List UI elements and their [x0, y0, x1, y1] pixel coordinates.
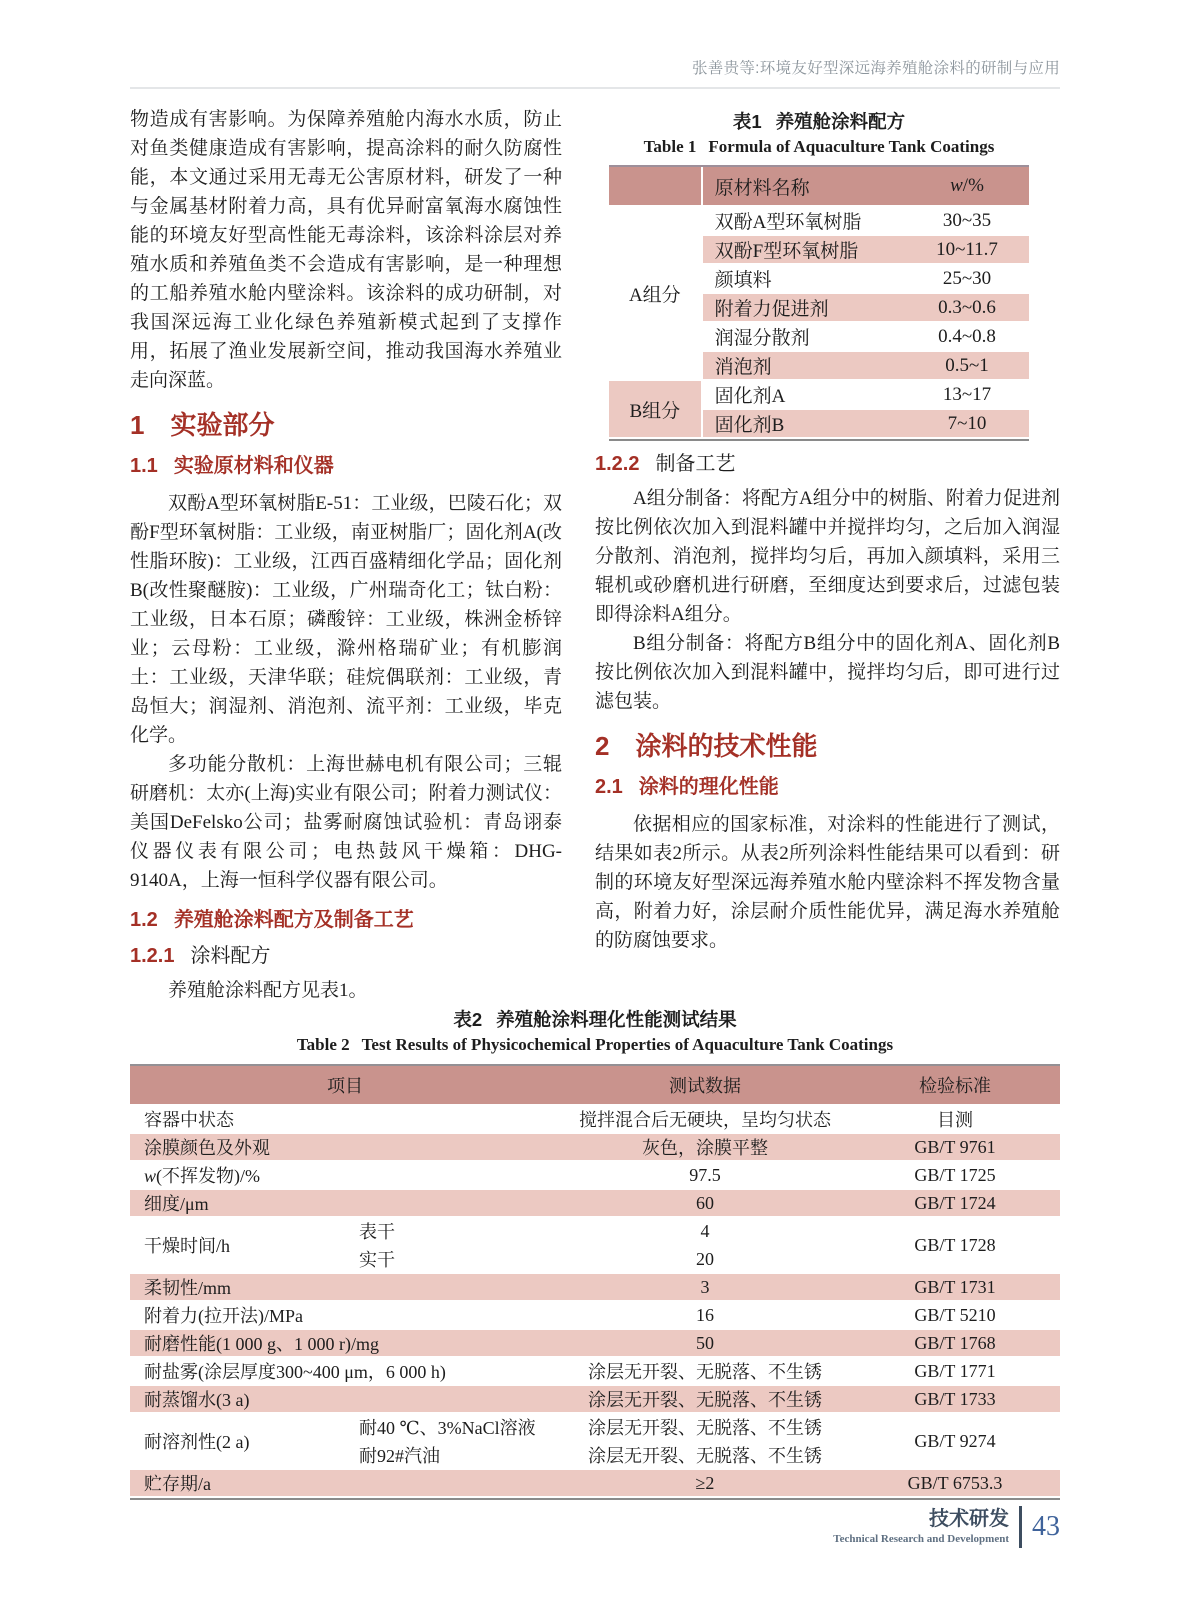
cell-item [130, 1161, 560, 1189]
cell-standard: GB/T 6753.3 [850, 1469, 1060, 1497]
instruments-paragraph: 多功能分散机：上海世赫电机有限公司；三辊研磨机：太亦(上海)实业有限公司；附着力测试仪：美国DeFelsko公司；盐雾耐腐蚀试验机：青岛诩泰仪器仪表有限公司；电热鼓风干燥箱：DHG-9140A，上海一恒科学仪器有限公司。 [130, 754, 562, 891]
value-unit: /% [962, 175, 984, 196]
cell-standard: GB/T 1731 [850, 1273, 1060, 1301]
cell-subitem: 表干 [345, 1217, 560, 1245]
cell-data: 搅拌混合后无硬块，呈均匀状态 [560, 1105, 850, 1133]
table-row [130, 1329, 1060, 1357]
cell-item: 干燥时间/h [130, 1217, 345, 1273]
cell-standard: GB/T 1771 [850, 1357, 1060, 1385]
cell-standard: GB/T 9274 [850, 1413, 1060, 1469]
cell-data: 16 [560, 1301, 850, 1329]
cell-data: 涂层无开裂、无脱落、不生锈 [560, 1413, 850, 1441]
cell-standard: GB/T 1768 [850, 1329, 1060, 1357]
table-row [130, 1357, 1060, 1385]
table-caption-text: 养殖舱涂料理化性能测试结果 [496, 1009, 737, 1030]
table-row [130, 1189, 1060, 1217]
section-title: 涂料的理化性能 [638, 776, 779, 798]
left-column [130, 105, 562, 1005]
cell-data: 60 [560, 1189, 850, 1217]
cell-standard: GB/T 5210 [850, 1301, 1060, 1329]
cell-standard: GB/T 9761 [850, 1133, 1060, 1161]
cell-name: 附着力促进剂 [702, 293, 905, 322]
cell-data: 50 [560, 1329, 850, 1357]
materials-paragraph: 双酚A型环氧树脂E-51：工业级，巴陵石化；双酚F型环氧树脂：工业级，南亚树脂厂；固化剂A(改性脂环胺)：工业级，江西百盛精细化学品；固化剂B(改性聚醚胺)：工业级，广州瑞奇化工；钛白粉：工业级，日本石原；磷酸锌：工业级，株洲金桥锌业；云母粉：工业级，滁州格瑞矿业；有机膨润土：工业级，天津华联；硅烷偶联剂：工业级，青岛恒大；润湿剂、消泡剂、流平剂：工业级，毕克化学。 [130, 493, 562, 746]
cell-standard: GB/T 1733 [850, 1385, 1060, 1413]
process-a-paragraph: A组分制备：将配方A组分中的树脂、附着力促进剂按比例依次加入到混料罐中并搅拌均匀，之后加入润湿分散剂、消泡剂，搅拌均匀后，再加入颜填料，采用三辊机或砂磨机进行研磨，至细度达到要求后，过滤包装即得涂料A组分。 [595, 488, 1060, 625]
cell-data: 涂层无开裂、无脱落、不生锈 [560, 1441, 850, 1469]
cell-item: 涂膜颜色及外观 [130, 1133, 560, 1161]
page-number: 43 [1032, 1511, 1060, 1542]
cell-value: 10~11.7 [905, 235, 1029, 264]
section-1-heading [130, 409, 562, 441]
cell-value: 7~10 [905, 409, 1029, 438]
cell-item: 附着力(拉开法)/MPa [130, 1301, 560, 1329]
table1-caption-en [609, 137, 1029, 157]
table2-header-row [130, 1066, 1060, 1105]
col-header-item: 项目 [130, 1066, 560, 1105]
cell-name-header: 原材料名称 [702, 167, 905, 206]
cell-subitem: 耐40 ℃、3%NaCl溶液 [345, 1413, 560, 1441]
cell-name: 消泡剂 [702, 351, 905, 380]
table-row [130, 1385, 1060, 1413]
cell-data: 20 [560, 1245, 850, 1273]
table-caption-label: 表2 [453, 1009, 483, 1030]
cell-subitem: 实干 [345, 1245, 560, 1273]
section-title: 实验原材料和仪器 [173, 455, 334, 477]
section-number: 1 [130, 410, 145, 440]
cell-item: 耐盐雾(涂层厚度300~400 μm，6 000 h) [130, 1357, 560, 1385]
section-2-1-heading [595, 774, 1060, 800]
section-number: 2.1 [595, 776, 623, 798]
table1-header-row [609, 167, 1029, 206]
table-row [130, 1105, 1060, 1133]
cell-item: 贮存期/a [130, 1469, 560, 1497]
section-title: 涂料的技术性能 [635, 731, 818, 761]
cell-item: 容器中状态 [130, 1105, 560, 1133]
cell-value: 30~35 [905, 206, 1029, 235]
section-1-2-heading [130, 907, 562, 933]
table-caption-text: 养殖舱涂料配方 [775, 111, 906, 132]
process-b-paragraph: B组分制备：将配方B组分中的固化剂A、固化剂B按比例依次加入到混料罐中，搅拌均匀后，即可进行过滤包装。 [595, 633, 1060, 712]
running-head: 张善贵等:环境友好型深远海养殖舱涂料的研制与应用 [691, 60, 1060, 77]
page-footer [833, 1506, 1060, 1548]
col-header-standard: 检验标准 [850, 1066, 1060, 1105]
table-row [130, 1217, 1060, 1245]
footer-divider [1019, 1506, 1022, 1548]
section-title: 养殖舱涂料配方及制备工艺 [173, 909, 414, 931]
performance-paragraph: 依据相应的国家标准，对涂料的性能进行了测试，结果如表2所示。从表2所列涂料性能结果可以看到：研制的环境友好型深远海养殖水舱内壁涂料不挥发物含量高，附着力好，涂层耐介质性能优异，满足海水养殖舱的防腐蚀要求。 [595, 814, 1060, 951]
section-title: 实验部分 [170, 410, 275, 440]
section-1-1-heading [130, 453, 562, 479]
table1 [609, 167, 1029, 439]
w-symbol: w [144, 1166, 157, 1186]
cell-value: 25~30 [905, 264, 1029, 293]
cell-name: 固化剂A [702, 380, 905, 409]
cell-name: 颜填料 [702, 264, 905, 293]
cell-name: 双酚F型环氧树脂 [702, 235, 905, 264]
table-row [130, 1413, 1060, 1441]
cell-data: ≥2 [560, 1469, 850, 1497]
section-number: 1.2.2 [595, 453, 640, 475]
cell-value: 13~17 [905, 380, 1029, 409]
cell-name: 固化剂B [702, 409, 905, 438]
footer-section-cn: 技术研发 [929, 1508, 1009, 1530]
table-row [130, 1273, 1060, 1301]
section-number: 1.2.1 [130, 945, 175, 967]
table2-caption-en [130, 1035, 1060, 1055]
table2-block [130, 1009, 1060, 1500]
cell-data: 3 [560, 1273, 850, 1301]
w-symbol: w [950, 175, 963, 196]
cell-value: 0.3~0.6 [905, 293, 1029, 322]
cell-data: 涂层无开裂、无脱落、不生锈 [560, 1357, 850, 1385]
intro-paragraph: 物造成有害影响。为保障养殖舱内海水水质，防止对鱼类健康造成有害影响，提高涂料的耐久防腐性能，本文通过采用无毒无公害原材料，研发了一种与金属基材附着力高，具有优异耐富氧海水腐蚀性能的环境友好型高性能无毒涂料，该涂料涂层对养殖水质和养殖鱼类不会造成有害影响，是一种理想的工船养殖水舱内壁涂料。该涂料的成功研制，对我国深远海工业化绿色养殖新模式起到了支撑作用，拓展了渔业发展新空间，推动我国海水养殖业走向深蓝。 [130, 109, 562, 391]
table1-caption-cn [609, 111, 1029, 132]
table-caption-label: 表1 [732, 111, 762, 132]
table-caption-text: Test Results of Physicochemical Properties of Aquaculture Tank Coatings [361, 1035, 894, 1054]
cell-subitem: 耐92#汽油 [345, 1441, 560, 1469]
table1-frame [609, 165, 1029, 441]
cell-item: 柔韧性/mm [130, 1273, 560, 1301]
table-row [609, 206, 1029, 235]
col-header-data: 测试数据 [560, 1066, 850, 1105]
cell-name: 双酚A型环氧树脂 [702, 206, 905, 235]
cell-standard: GB/T 1725 [850, 1161, 1060, 1189]
cell-data: 97.5 [560, 1161, 850, 1189]
footer-section-name [833, 1508, 1009, 1546]
cell-item: 耐蒸馏水(3 a) [130, 1385, 560, 1413]
cell-value: 0.5~1 [905, 351, 1029, 380]
cell-standard: GB/T 1724 [850, 1189, 1060, 1217]
section-1-2-1-heading [130, 943, 562, 969]
table-row [130, 1469, 1060, 1497]
cell-standard: 目测 [850, 1105, 1060, 1133]
two-column-body [130, 105, 1060, 1005]
formula-paragraph: 养殖舱涂料配方见表1。 [168, 980, 368, 1001]
table-row [130, 1161, 1060, 1189]
cell-group-header [609, 167, 702, 206]
table-caption-text: Formula of Aquaculture Tank Coatings [708, 137, 995, 156]
cell-group-b: B组分 [609, 380, 702, 438]
cell-value-header [905, 167, 1029, 206]
table-caption-label: Table 1 [643, 137, 697, 156]
cell-item: 细度/μm [130, 1189, 560, 1217]
cell-name: 润湿分散剂 [702, 322, 905, 351]
cell-group-a: A组分 [609, 206, 702, 380]
cell-data: 涂层无开裂、无脱落、不生锈 [560, 1385, 850, 1413]
cell-item: 耐磨性能(1 000 g、1 000 r)/mg [130, 1329, 560, 1357]
header-rule [130, 87, 1060, 89]
section-number: 2 [595, 731, 610, 761]
cell-standard: GB/T 1728 [850, 1217, 1060, 1273]
cell-data: 4 [560, 1217, 850, 1245]
item-text: (不挥发物)/% [156, 1166, 260, 1186]
table1-block [609, 111, 1029, 441]
section-title: 制备工艺 [655, 453, 736, 475]
section-number: 1.2 [130, 909, 158, 931]
section-1-2-2-heading [595, 451, 1060, 477]
section-2-heading [595, 730, 1060, 762]
table-row [130, 1301, 1060, 1329]
table2 [130, 1066, 1060, 1498]
right-column [595, 105, 1060, 955]
table-row [130, 1133, 1060, 1161]
section-title: 涂料配方 [190, 945, 271, 967]
footer-section-en: Technical Research and Development [833, 1533, 1009, 1545]
cell-value: 0.4~0.8 [905, 322, 1029, 351]
table-row [609, 380, 1029, 409]
cell-item: 耐溶剂性(2 a) [130, 1413, 345, 1469]
section-number: 1.1 [130, 455, 158, 477]
table-caption-label: Table 2 [296, 1035, 350, 1054]
table2-caption-cn [130, 1009, 1060, 1030]
table2-frame [130, 1064, 1060, 1500]
cell-data: 灰色，涂膜平整 [560, 1133, 850, 1161]
